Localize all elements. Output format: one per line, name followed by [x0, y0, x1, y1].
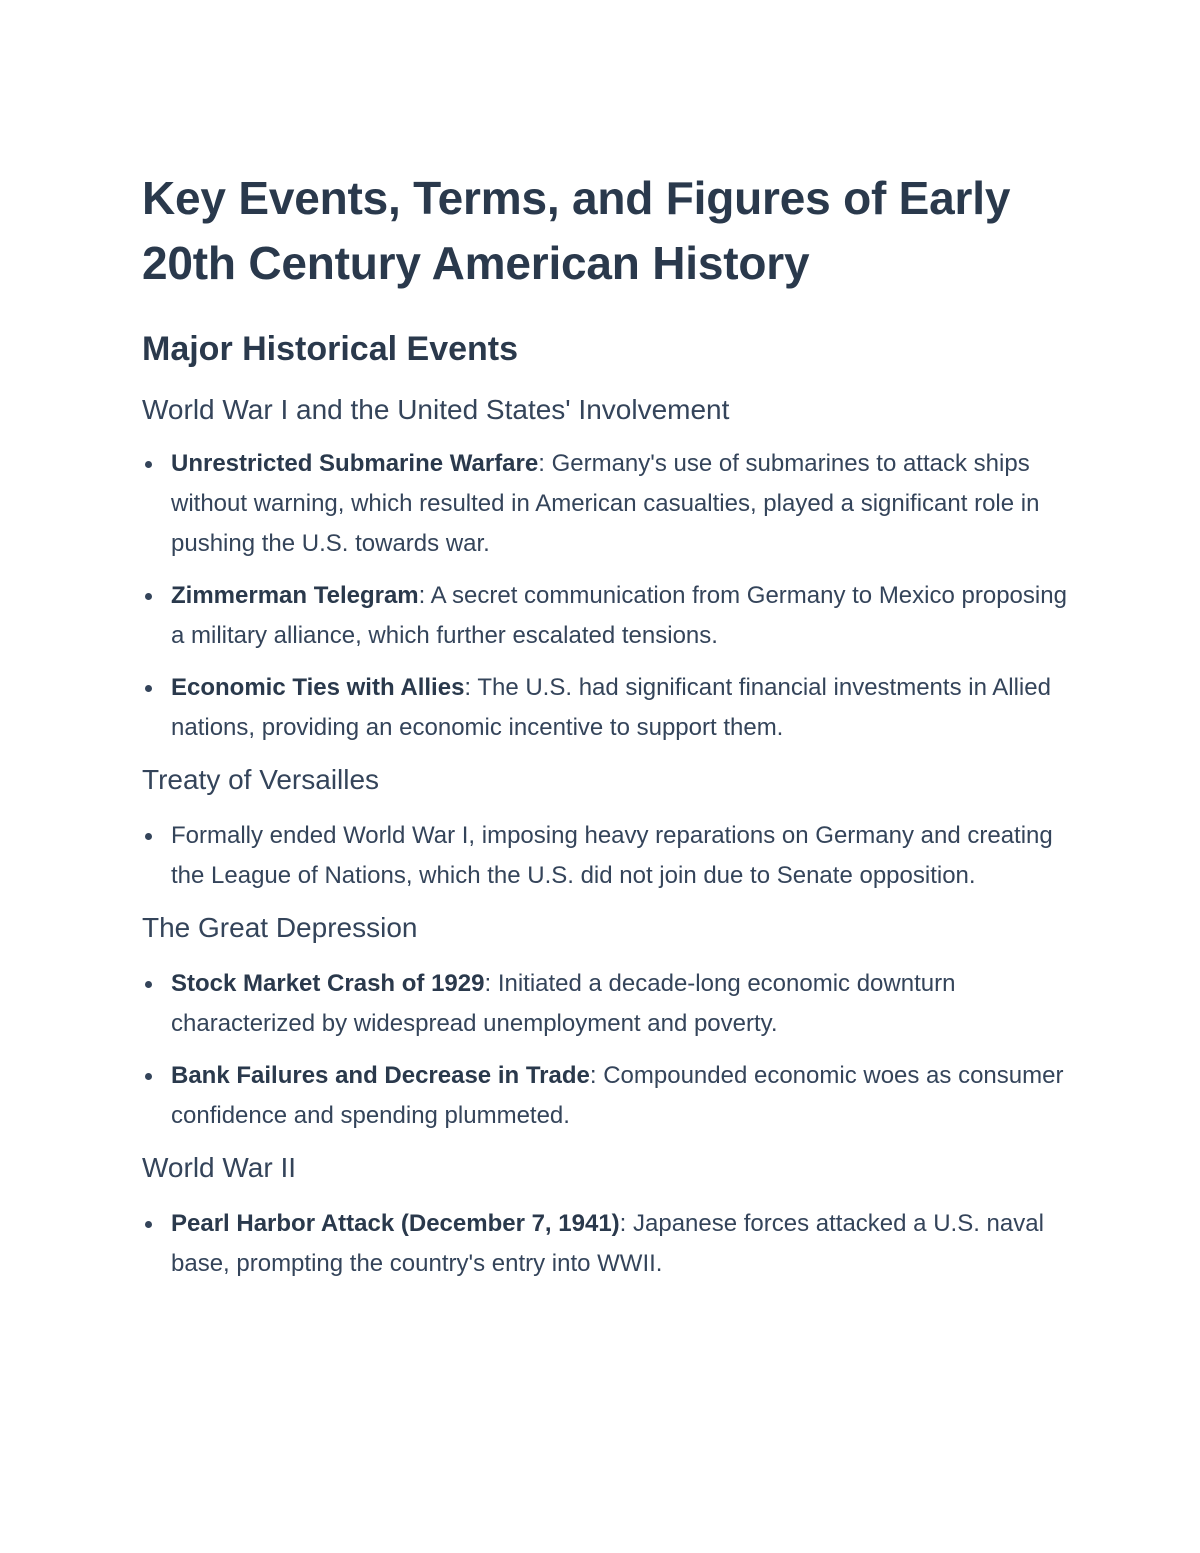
item-text: The U.S. had significant financial investments in Allied nations, providing an economic incentive to support them. — [171, 674, 1051, 741]
item-term: Pearl Harbor Attack (December 7, 1941) — [171, 1210, 620, 1237]
item-term: Economic Ties with Allies — [171, 674, 465, 701]
document-title: Key Events, Terms, and Figures of Early 20th Century American History — [142, 172, 1011, 289]
bullet-list-wwii — [142, 1204, 1072, 1284]
list-item: Pearl Harbor Attack (December 7, 1941): Japanese forces attacked a U.S. naval base, prompting the country's entry into WWII. — [142, 1204, 1072, 1284]
item-text: Germany's use of submarines to attack ships without warning, which resulted in American casualties, played a significant role in pushing the U.S. towards war. — [171, 450, 1040, 557]
item-term: Zimmerman Telegram — [171, 582, 419, 609]
item-text: Formally ended World War I, imposing heavy reparations on Germany and creating the League of Nations, which the U.S. did not join due to Senate opposition. — [171, 822, 1053, 889]
subsection-heading-wwii: World War II — [142, 1152, 297, 1183]
item-term: Unrestricted Submarine Warfare — [171, 450, 539, 477]
item-term: Bank Failures and Decrease in Trade — [171, 1062, 590, 1089]
list-item: Stock Market Crash of 1929: Initiated a decade-long economic downturn characterized by widespread unemployment and poverty. — [142, 964, 1072, 1044]
item-term: Stock Market Crash of 1929 — [171, 970, 485, 997]
list-item: Unrestricted Submarine Warfare: Germany's use of submarines to attack ships without warning, which resulted in American casualties, played a significant role in pushing the U.S. towards war. — [142, 444, 1072, 564]
subsection-heading-depression: The Great Depression — [142, 912, 418, 943]
item-text: A secret communication from Germany to Mexico proposing a military alliance, which further escalated tensions. — [171, 582, 1067, 649]
list-item: Zimmerman Telegram: A secret communication from Germany to Mexico proposing a military alliance, which further escalated tensions. — [142, 576, 1072, 656]
list-item — [142, 816, 1072, 896]
subsection-heading-wwi: World War I and the United States' Involvement — [142, 394, 730, 425]
section-heading: Major Historical Events — [142, 330, 519, 368]
subsection-heading-versailles: Treaty of Versailles — [142, 764, 380, 795]
document-page — [142, 166, 1072, 1284]
item-text: Japanese forces attacked a U.S. naval base, prompting the country's entry into WWII. — [171, 1210, 1044, 1277]
bullet-list-wwi — [142, 444, 1072, 748]
bullet-list-depression — [142, 964, 1072, 1136]
list-item: Economic Ties with Allies: The U.S. had significant financial investments in Allied nations, providing an economic incentive to support them. — [142, 668, 1072, 748]
list-item: Bank Failures and Decrease in Trade: Compounded economic woes as consumer confidence and spending plummeted. — [142, 1056, 1072, 1136]
item-text: Compounded economic woes as consumer confidence and spending plummeted. — [171, 1062, 1064, 1129]
item-text: Initiated a decade-long economic downturn characterized by widespread unemployment and poverty. — [171, 970, 956, 1037]
bullet-list-versailles — [142, 816, 1072, 896]
